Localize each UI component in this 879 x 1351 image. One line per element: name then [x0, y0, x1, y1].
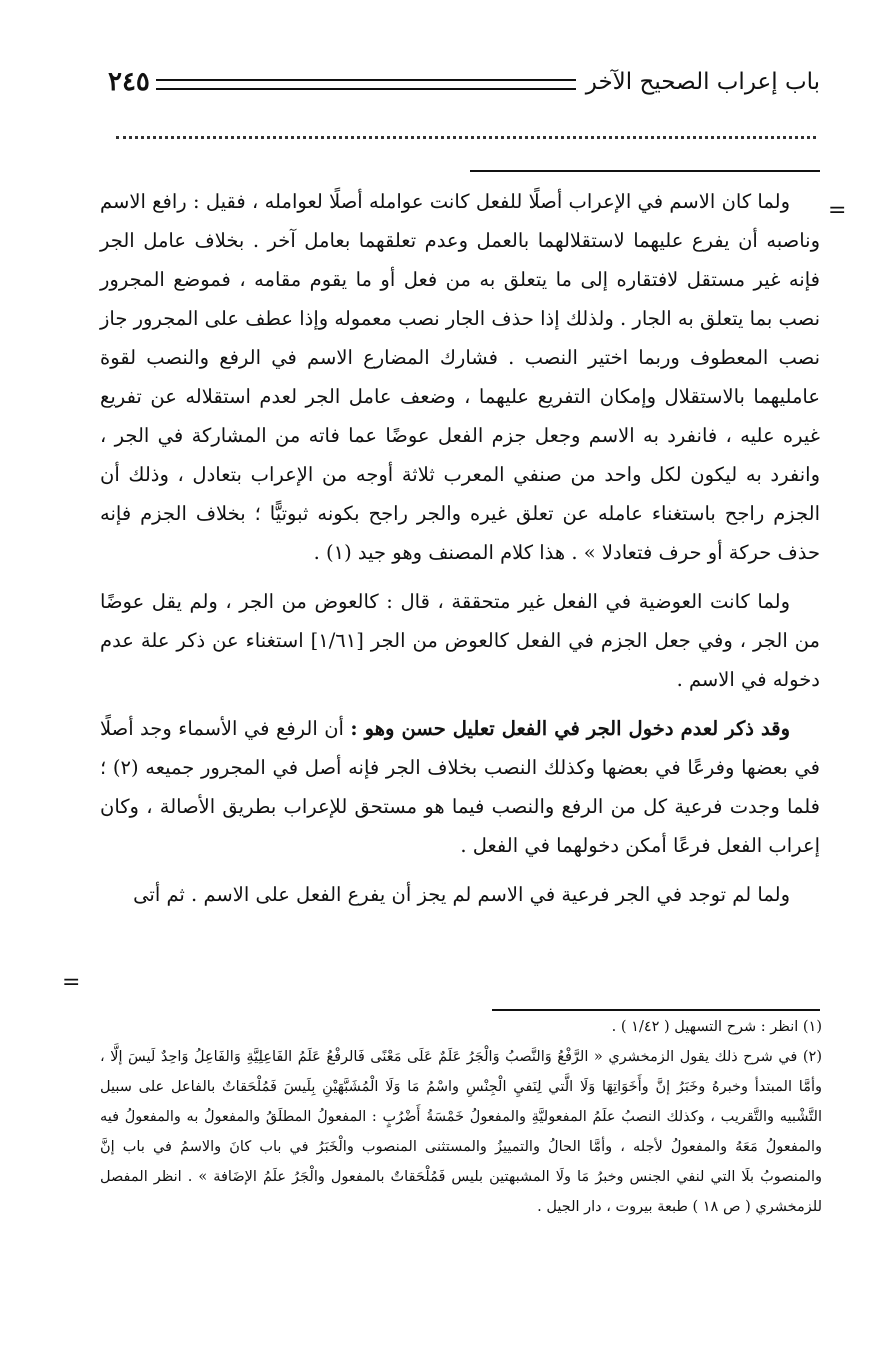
- paragraph: [100, 182, 820, 572]
- top-rule: [470, 170, 820, 172]
- paragraph: [100, 875, 820, 914]
- paragraph-text: أن الرفع في الأسماء وجد أصلًا في بعضها وفرعًا في بعضها وكذلك النصب بخلاف الجر فإنه أصل في المجرور جميعه (٢) ؛ فلما وجدت فرعية كل من الرفع والنصب فيما هو مستحق للإعراب بطريق الأصالة ، وكان إعراب الفعل فرعًا أمكن دخولهما في الفعل .: [100, 717, 820, 857]
- paragraph-text: ولما لم توجد في الجر فرعية في الاسم لم يجز أن يفرع الفعل على الاسم . ثم أتى: [133, 883, 790, 906]
- margin-mark-top: =: [828, 198, 847, 223]
- paragraph: [100, 709, 820, 865]
- footnote: (١) انظر : شرح التسهيل ( ١/٤٢ ) .: [611, 1019, 822, 1035]
- main-text: [100, 182, 820, 924]
- page-number: ٢٤٥: [108, 67, 150, 97]
- footnote: (٢) في شرح ذلك يقول الزمخشري « الرَّفْعُ وَالنَّصبُ وَالْجَرُ عَلَمٌ عَلَى مَعْنًى فَالرفْعُ عَلَمُ الفَاعِلِيَّةِ وَالفَاعِلُ وَاحِدٌ لَيسَ إلَّا ، وأمَّا المبتدأ وخبرهُ وخَبَرُ إنَّ وأَخَوَاتِهَا وَلَا الَّتي لِنَفيِ الْجِنْسِ واسْمُ مَا وَلَا الْمُشَبَّهَيْنِ بِلَيسَ فَمُلْحَقاتٌ بالفاعل على سبيل التَّشْبيه والتَّقريب ، وكذلك النصبُ علَمُ المفعوليَّةِ والمفعولُ خَمْسَةُ أَضْرُبٍ : المفعولُ المطلَقُ والمفعولُ به والمفعولُ فيه والمفعولُ مَعَهُ والمفعولُ لأجله ، وأمَّا الحالُ والتمييزُ والمستثنى المنصوب والْخَبَرُ في باب كانَ والاسمُ في باب إنَّ والمنصوبُ بلَا التي لنفي الجنس وخبرُ مَا ولَا المشبهتين بليس فَمُلْحَقاتٌ بالمفعول والْجَرُ علَمُ الإضَافة » . انظر المفصل للزمخشري ( ص ١٨ ) طبعة بيروت ، دار الجيل .: [100, 1049, 822, 1215]
- header-double-rule: [156, 79, 576, 90]
- margin-mark-bottom: =: [62, 970, 81, 995]
- paragraph-text: ولما كانت العوضية في الفعل غير متحققة ، قال : كالعوض من الجر ، ولم يقل عوضًا من الجر ، وفي جعل الجزم في الفعل كالعوض من الجر [١/٦١] استغناء عن ذكر علة عدم دخوله في الاسم .: [100, 590, 820, 691]
- paragraph-bold-lead: وقد ذكر لعدم دخول الجر في الفعل تعليل حسن وهو :: [350, 717, 790, 740]
- paragraph-text: ولما كان الاسم في الإعراب أصلًا للفعل كانت عوامله أصلًا لعوامله ، فقيل : رافع الاسم وناصبه أن يفرع عليهما لاستقلالهما بالعمل وعدم تعلقهما بعامل آخر . بخلاف عامل الجر فإنه غير مستقل لافتقاره إلى ما يتعلق به من فعل أو ما يقوم مقامه ، فموضع المجرور نصب بما يتعلق به الجار . ولذلك إذا حذف الجار نصب معموله وإذا عطف على المجرور جاز نصب المعطوف وربما اختير النصب . فشارك المضارع الاسم في الرفع والنصب لقوة عامليهما بالاستقلال وإمكان التفريع عليهما ، وضعف عامل الجر لعدم استقلاله عن تفريع غيره عليه ، فانفرد به الاسم وجعل جزم الفعل عوضًا عما فاته من المشاركة في الجر ، وانفرد به ليكون لكل واحد من صنفي المعرب ثلاثة أوجه من الإعراب بتعادل ، وذلك أن الجزم راجح باستغناء عامله عن تعلق غيره والجر راجح بكونه ثبوتيًّا ؛ بخلاف الجزم فإنه حذف حركة أو حرف فتعادلا » . هذا كلام المصنف وهو جيد (١) .: [100, 190, 820, 564]
- dotted-separator: [116, 136, 816, 149]
- paragraph: [100, 582, 820, 699]
- footnote-rule: [492, 1009, 820, 1011]
- chapter-title: باب إعراب الصحيح الآخر: [585, 69, 820, 95]
- footnotes: [100, 1012, 822, 1222]
- page-header: [108, 62, 820, 102]
